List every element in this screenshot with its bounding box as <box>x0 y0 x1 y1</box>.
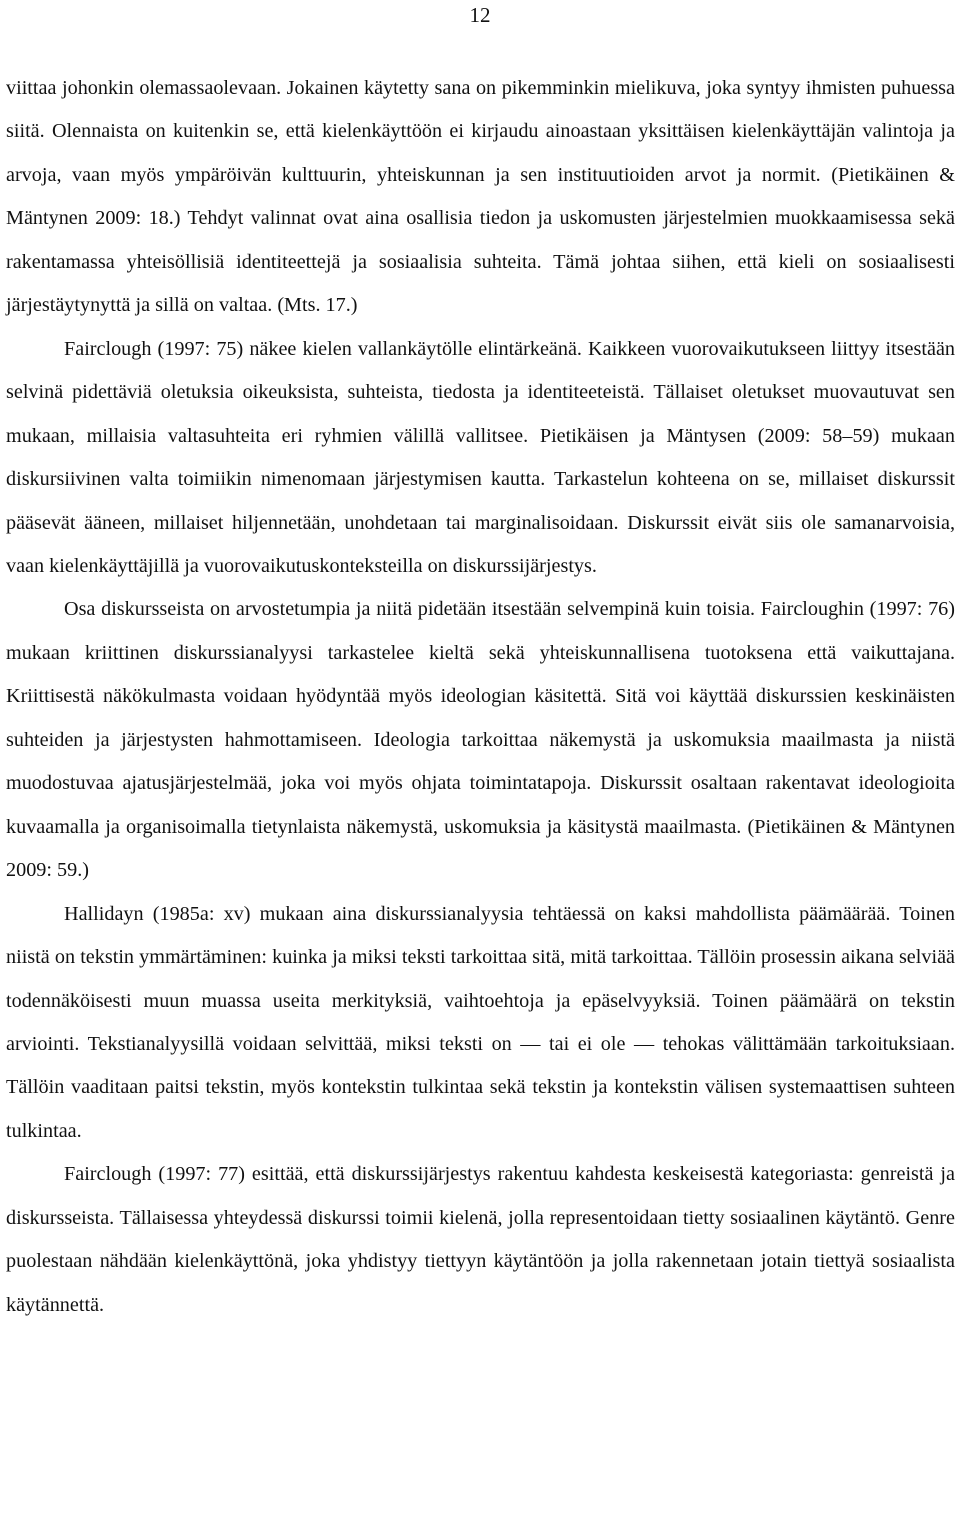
paragraph-1: viittaa johonkin olemassaolevaan. Jokainen käytetty sana on pikemminkin mielikuva, joka syntyy ihmisten puhuessa siitä. Olennaista on kuitenkin se, että kielenkäyttöön ei kirjaudu ainoastaan yksittäisen kielenkäyttäjän valintoja ja arvoja, vaan myös ympäröivän kulttuurin, yhteiskunnan ja sen instituutioiden arvot ja normit. (Pietikäinen & Mäntynen 2009: 18.) Tehdyt valinnat ovat aina osallisia tiedon ja uskomusten järjestelmien muokkaamisessa sekä rakentamassa yhteisöllisiä identiteettejä ja sosiaalisia suhteita. Tämä johtaa siihen, että kieli on sosiaalisesti järjestäytynyttä ja sillä on valtaa. (Mts. 17.) <box>6 77 955 317</box>
page-number: 12 <box>469 3 491 27</box>
paragraph-3: Osa diskursseista on arvostetumpia ja niitä pidetään itsestään selvempinä kuin toisia. Faircloughin (1997: 76) mukaan kriittinen diskurssianalyysi tarkastelee kieltä sekä yhteiskunnallisena tuotoksena että vaikuttajana. Kriittisestä näkökulmasta voidaan hyödyntää myös ideologian käsitettä. Sitä voi käyttää diskurssien keskinäisten suhteiden ja järjestysten hahmottamiseen. Ideologia tarkoittaa näkemystä ja uskomuksia maailmasta ja niistä muodostuvaa ajatusjärjestelmää, joka voi myös ohjata toimintatapoja. Diskurssit osaltaan rakentavat ideologioita kuvaamalla ja organisoimalla tietynlaista näkemystä, uskomuksia ja käsitystä maailmasta. (Pietikäinen & Mäntynen 2009: 59.) <box>6 598 955 882</box>
paragraph-2: Fairclough (1997: 75) näkee kielen vallankäytölle elintärkeänä. Kaikkeen vuorovaikutukseen liittyy itsestään selvinä pidettäviä oletuksia oikeuksista, suhteista, tiedosta ja identiteeteistä. Tällaiset oletukset muovautuvat sen mukaan, millaisia valtasuhteita eri ryhmien välillä vallitsee. Pietikäisen ja Mäntysen (2009: 58–59) mukaan diskursiivinen valta toimiikin nimenomaan järjestymisen kautta. Tarkastelun kohteena on se, millaiset diskurssit pääsevät ääneen, millaiset hiljennetään, unohdetaan tai marginalisoidaan. Diskurssit eivät siis ole samanarvoisia, vaan kielenkäyttäjillä ja vuorovaikutuskonteksteilla on diskurssijärjestys. <box>6 337 955 577</box>
paragraph-5: Fairclough (1997: 77) esittää, että diskurssijärjestys rakentuu kahdesta keskeisestä kategoriasta: genreistä ja diskursseista. Tällaisessa yhteydessä diskurssi toimii kielenä, jolla representoidaan tietty sosiaalinen käytäntö. Genre puolestaan nähdään kielenkäyttönä, joka yhdistyy tiettyyn käytäntöön ja jolla rakennetaan jotain tiettyä sosiaalista käytännettä. <box>6 1163 955 1316</box>
paragraph-4: Hallidayn (1985a: xv) mukaan aina diskurssianalyysia tehtäessä on kaksi mahdollista päämäärää. Toinen niistä on tekstin ymmärtäminen: kuinka ja miksi teksti tarkoittaa sitä, mitä tarkoittaa. Tällöin prosessin aikana selviää todennäköisesti muun muassa useita merkityksiä, vaihtoehtoja ja epäselvyyksiä. Toinen päämäärä on tekstin arviointi. Tekstianalyysillä voidaan selvittää, miksi teksti on — tai ei ole — tehokas välittämään tarkoituksiaan. Tällöin vaaditaan paitsi tekstin, myös kontekstin tulkintaa sekä tekstin ja kontekstin välisen systemaattisen suhteen tulkintaa. <box>6 902 955 1142</box>
body-text <box>6 67 955 1327</box>
